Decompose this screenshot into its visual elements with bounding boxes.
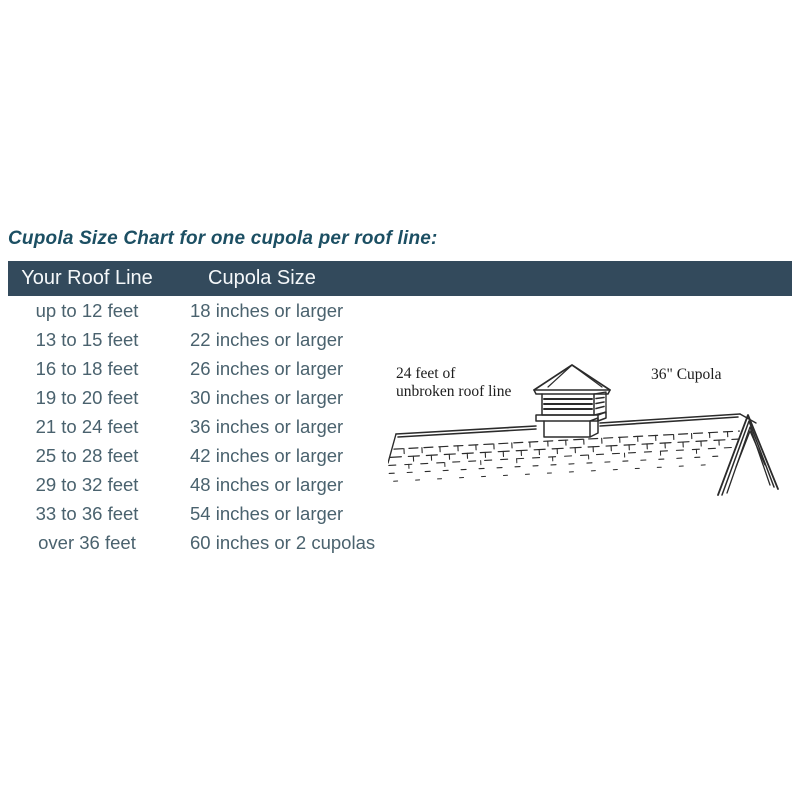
roof-line-cell: 29 to 32 feet xyxy=(35,473,139,495)
table-header-row xyxy=(8,261,792,296)
roof-illustration xyxy=(388,335,800,500)
shingle-pattern xyxy=(388,431,741,481)
cupola-size-cell: 42 inches or larger xyxy=(190,444,344,466)
cupola-size-cell: 36 inches or larger xyxy=(190,415,344,437)
table-row xyxy=(8,528,792,557)
roof-line-label: 24 feet of xyxy=(396,365,456,382)
roof-line-cell: 25 to 28 feet xyxy=(35,444,139,466)
roof-line-cell: 19 to 20 feet xyxy=(35,386,139,408)
header-cell-cupola-size: Cupola Size xyxy=(208,267,316,289)
cupola-size-cell: 54 inches or larger xyxy=(190,502,344,524)
page-title: Cupola Size Chart for one cupola per roof line: xyxy=(8,228,438,249)
cupola-size-cell: 18 inches or larger xyxy=(190,299,344,321)
roof-line-cell: up to 12 feet xyxy=(35,299,139,321)
roof-line-label-line2: unbroken roof line xyxy=(396,383,512,400)
roof-line-cell: over 36 feet xyxy=(38,531,136,553)
cupola-icon xyxy=(534,365,610,437)
roof-drawing xyxy=(388,335,800,500)
header-cell-roof-line: Your Roof Line xyxy=(21,267,153,289)
roof-line-cell: 33 to 36 feet xyxy=(35,502,139,524)
cupola-label: 36" Cupola xyxy=(651,366,722,383)
cupola-size-cell: 22 inches or larger xyxy=(190,328,344,350)
roof-line-cell: 13 to 15 feet xyxy=(35,328,139,350)
cupola-size-cell: 26 inches or larger xyxy=(190,357,344,379)
cupola-size-cell: 48 inches or larger xyxy=(190,473,344,495)
roof-line-cell: 21 to 24 feet xyxy=(35,415,139,437)
cupola-size-cell: 60 inches or 2 cupolas xyxy=(190,531,376,553)
gable-end xyxy=(718,415,778,495)
cupola-size-cell: 30 inches or larger xyxy=(190,386,344,408)
roof-line-cell: 16 to 18 feet xyxy=(35,357,139,379)
table-row xyxy=(8,296,792,325)
table-row xyxy=(8,499,792,528)
